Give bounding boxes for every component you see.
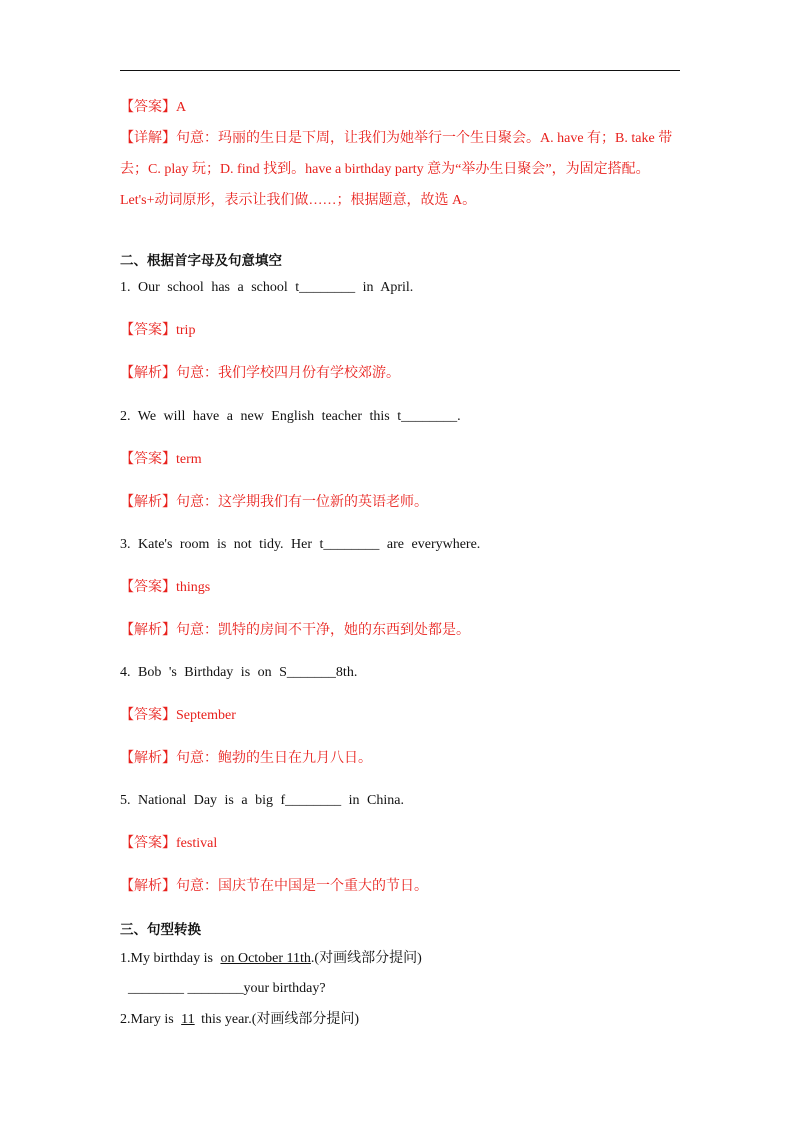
transform-question-2 <box>120 1011 359 1029</box>
question-3: 3. Kate's room is not tidy. Her t________ are everywhere. <box>120 537 481 552</box>
transform-answer-blank-1: ________ ________your birthday? <box>128 981 326 996</box>
analysis-5: 【解析】句意：国庆节在中国是一个重大的节日。 <box>120 879 428 894</box>
question-4: 4. Bob 's Birthday is on S_______8th. <box>120 665 358 680</box>
analysis-3: 【解析】句意：凯特的房间不干净，她的东西到处都是。 <box>120 623 470 638</box>
answer-4: 【答案】September <box>120 708 236 723</box>
detail-line-2: 去；C. play 玩；D. find 找到。have a birthday party 意为“举办生日聚会”，为固定搭配。 <box>120 162 650 177</box>
answer-label: 【答案】A <box>120 100 187 115</box>
transform-q2-suffix: this year.(对画线部分提问) <box>197 1012 360 1027</box>
answer-2: 【答案】term <box>120 452 202 467</box>
section-heading-fill-in: 二、根据首字母及句意填空 <box>120 253 282 269</box>
transform-q1-underlined: on October 11th <box>220 951 311 966</box>
answer-5: 【答案】festival <box>120 836 218 851</box>
transform-question-1 <box>120 950 422 968</box>
analysis-4: 【解析】句意：鲍勃的生日在九月八日。 <box>120 751 372 766</box>
question-5: 5. National Day is a big f________ in China. <box>120 793 404 808</box>
transform-q1-prefix: 1.My birthday is <box>120 951 217 966</box>
header-rule <box>120 70 680 71</box>
transform-q2-underlined: 11 <box>181 1012 195 1027</box>
transform-q1-suffix: .(对画线部分提问) <box>310 951 422 966</box>
answer-1: 【答案】trip <box>120 323 196 338</box>
transform-q2-prefix: 2.Mary is <box>120 1012 178 1027</box>
section-heading-sentence-transform: 三、句型转换 <box>120 922 201 938</box>
detail-line-1: 【详解】句意：玛丽的生日是下周，让我们为她举行一个生日聚会。A. have 有；B. take 带 <box>120 131 673 146</box>
analysis-1: 【解析】句意：我们学校四月份有学校郊游。 <box>120 366 400 381</box>
detail-line-3: Let's+动词原形，表示让我们做……；根据题意，故选 A。 <box>120 193 477 208</box>
question-2: 2. We will have a new English teacher this t________. <box>120 409 461 424</box>
answer-3: 【答案】things <box>120 580 211 595</box>
question-1: 1. Our school has a school t________ in April. <box>120 280 414 295</box>
analysis-2: 【解析】句意：这学期我们有一位新的英语老师。 <box>120 495 428 510</box>
